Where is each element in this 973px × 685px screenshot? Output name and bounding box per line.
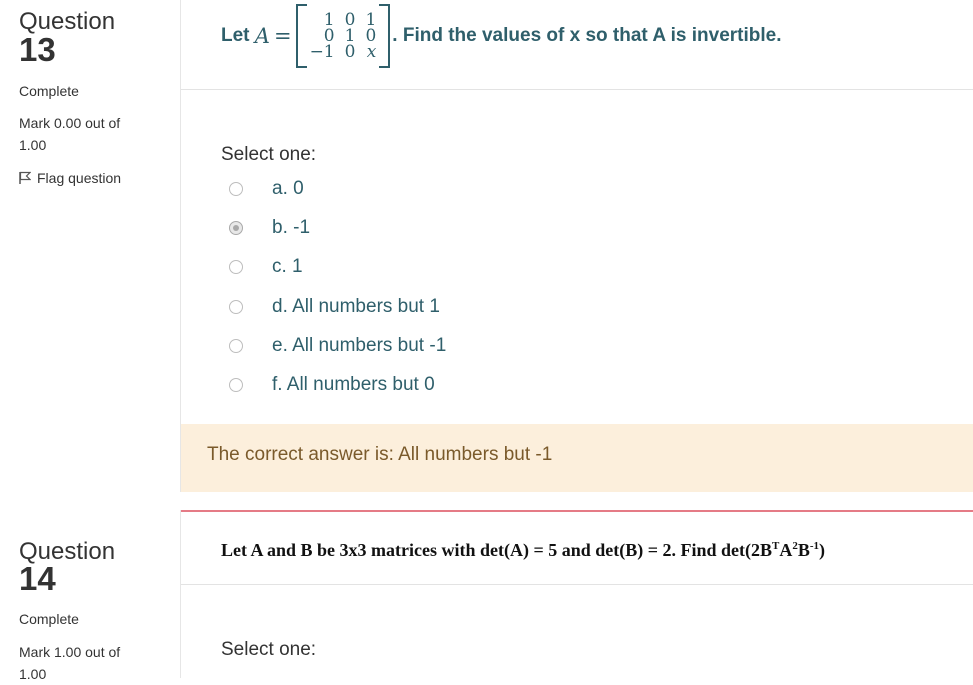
matrix-cell: 0 [344, 42, 356, 62]
correct-answer-text: The correct answer is: All numbers but -1 [207, 444, 553, 465]
matrix-right-bracket [379, 4, 390, 68]
matrix-variable: A [254, 24, 270, 48]
radio-c[interactable] [229, 260, 243, 274]
answer-option-f[interactable] [229, 374, 435, 396]
answer-option-label: b. -1 [272, 217, 311, 238]
question-suffix: . Find the values of x so that A is invertible. [392, 25, 782, 46]
question-14 [0, 510, 973, 682]
question-state: Complete [19, 611, 79, 627]
superscript-2: 2 [792, 540, 798, 552]
answer-option-a[interactable] [229, 178, 304, 200]
question-text-b: B [797, 540, 810, 560]
matrix [296, 4, 391, 68]
question-text-end: ) [819, 540, 826, 560]
question-text-main: Let A and B be 3x3 matrices with det(A) = 5 and det(B) = 2. Find det(2B [221, 540, 773, 560]
select-one-label: Select one: [221, 144, 317, 165]
answer-option-label: d. All numbers but 1 [272, 296, 440, 317]
question-label: Question [19, 538, 116, 565]
separator [181, 89, 973, 90]
flag-question-label: Flag question [37, 170, 122, 186]
radio-e[interactable] [229, 339, 243, 353]
matrix-left-bracket [296, 4, 307, 68]
matrix-cell: 1 [344, 26, 356, 46]
question-info [0, 510, 180, 682]
flag-question-button[interactable] [19, 170, 121, 186]
select-one-label: Select one: [221, 639, 317, 660]
question-number: 13 [19, 31, 56, 68]
feedback-box [181, 424, 973, 492]
matrix-cell: 0 [365, 26, 377, 46]
answer-option-c[interactable] [229, 256, 303, 278]
superscript-t: T [772, 540, 780, 552]
answer-option-label: e. All numbers but -1 [272, 335, 447, 356]
question-info [0, 0, 180, 492]
matrix-cell: −1 [309, 42, 335, 62]
matrix-grid [307, 12, 380, 60]
answer-option-label: c. 1 [272, 256, 303, 277]
radio-b[interactable] [229, 221, 243, 235]
question-text-a: A [779, 540, 793, 560]
radio-d[interactable] [229, 300, 243, 314]
separator [181, 584, 973, 585]
question-mark: Mark 0.00 out of 1.00 [19, 115, 121, 153]
matrix-cell: 1 [365, 10, 377, 30]
answer-option-d[interactable] [229, 296, 440, 318]
question-text [221, 540, 825, 561]
superscript-neg1: -1 [809, 540, 820, 552]
answer-option-e[interactable] [229, 335, 446, 357]
question-prefix: Let [221, 25, 250, 46]
question-content [180, 0, 973, 492]
flag-icon [19, 171, 31, 185]
question-text [221, 4, 782, 68]
answer-option-label: f. All numbers but 0 [272, 374, 435, 395]
answer-option-label: a. 0 [272, 178, 304, 199]
matrix-equals: = [273, 24, 292, 48]
question-mark: Mark 1.00 out of 1.00 [19, 644, 121, 682]
question-number: 14 [19, 560, 56, 597]
question-state: Complete [19, 83, 79, 99]
radio-f[interactable] [229, 378, 243, 392]
question-content [180, 510, 973, 678]
matrix-cell: 0 [344, 10, 356, 30]
matrix-cell: 1 [323, 10, 335, 30]
matrix-cell: 0 [323, 26, 335, 46]
matrix-cell: x [366, 42, 377, 62]
answer-option-b[interactable] [229, 217, 310, 239]
radio-a[interactable] [229, 182, 243, 196]
question-label: Question [19, 8, 116, 35]
